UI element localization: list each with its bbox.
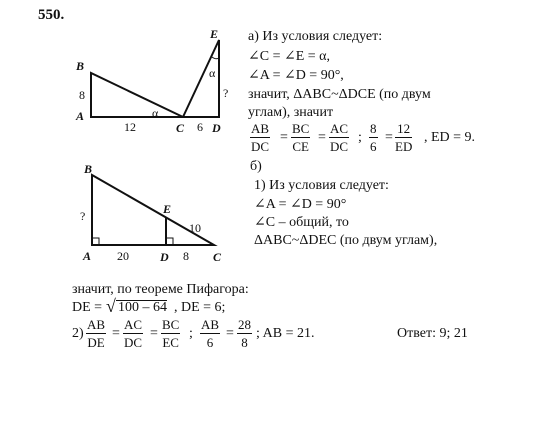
equals: =: [112, 326, 120, 341]
fig1-side-ab: 8: [79, 88, 85, 102]
part-b-line2: ∠A = ∠D = 90°: [254, 197, 347, 212]
step2-fraction-ab-6: [200, 318, 220, 349]
equals: =: [150, 326, 158, 341]
equals: =: [318, 130, 326, 145]
de-prefix: DE =: [72, 300, 103, 315]
fig2-label-a: A: [83, 249, 92, 263]
numerator: AC: [124, 317, 143, 332]
equals: =: [280, 130, 288, 145]
separator: ;: [358, 130, 362, 145]
fig1-label-c: C: [176, 121, 185, 135]
part-b-line4: ΔABC~ΔDEC (по двум углам),: [254, 233, 438, 248]
right-angle-mark-a: [92, 238, 99, 245]
part-a-result: , ED = 9.: [424, 130, 476, 145]
denominator: 6: [206, 335, 214, 350]
part-b-line3: ∠C – общий, то: [254, 215, 349, 230]
numerator: BC: [292, 121, 310, 136]
denominator: 6: [370, 139, 377, 154]
fig1-side-ac: 12: [124, 120, 136, 134]
fig2-side-ec: 10: [189, 221, 201, 235]
separator: ;: [189, 326, 193, 341]
numerator: AB: [251, 121, 270, 136]
numerator: AB: [87, 317, 106, 332]
angle-arc-e: [212, 57, 219, 59]
part-a-line5: углам), значит: [248, 105, 334, 120]
numerator: AC: [330, 121, 349, 136]
fig1-angle-e: α: [209, 66, 216, 80]
denominator: DE: [87, 335, 105, 350]
part-a-fraction-ac-dc: [329, 122, 349, 153]
sqrt-radicand: 100 – 64: [118, 300, 167, 315]
fig2-label-c: C: [213, 250, 222, 264]
part-a-fraction-8-6: [369, 122, 378, 153]
fig2-label-d: D: [160, 250, 169, 264]
denominator: EC: [162, 335, 179, 350]
sqrt-sign: √: [106, 296, 116, 316]
part-b-line1: 1) Из условия следует:: [254, 178, 389, 193]
fig2-side-ad: 20: [117, 249, 129, 263]
answer: Ответ: 9; 21: [397, 326, 468, 341]
step2-fraction-bc-ec: [161, 318, 180, 349]
equals: =: [385, 130, 393, 145]
denominator: ED: [395, 139, 413, 154]
right-angle-mark-d: [166, 238, 173, 245]
triangle-abc: [91, 73, 183, 120]
step2-fraction-ac-dc: [123, 318, 143, 349]
denominator: 8: [241, 335, 248, 350]
fig2-label-b: B: [84, 162, 93, 176]
numerator: 12: [395, 122, 412, 138]
part-b-line5: значит, по теореме Пифагора:: [72, 282, 249, 297]
denominator: DC: [251, 139, 270, 154]
part-a-line2: ∠C = ∠E = α,: [248, 49, 330, 64]
part-a-fraction-ab-dc: [250, 122, 270, 153]
fig1-label-e: E: [210, 27, 219, 41]
fig2-side-dc: 8: [183, 249, 189, 263]
step2-fraction-ab-de: [86, 318, 106, 349]
fig1-side-cd: 6: [197, 120, 203, 134]
part-a-fraction-12-ed: [395, 122, 412, 153]
fig1-label-b: B: [76, 59, 85, 73]
de-suffix: , DE = 6;: [174, 300, 226, 315]
ab-result: ; AB = 21.: [256, 326, 315, 341]
equals: =: [226, 326, 234, 341]
numerator: AB: [201, 317, 220, 332]
denominator: DC: [330, 139, 349, 154]
part-a-line3: ∠A = ∠D = 90°,: [248, 68, 344, 83]
part-a-line4: значит, ΔABC~ΔDCE (по двум: [248, 87, 431, 102]
numerator: 28: [238, 317, 251, 332]
denominator: DC: [124, 335, 143, 350]
part-a-line1: а) Из условия следует:: [248, 29, 383, 44]
denominator: CE: [292, 139, 309, 154]
part-a-fraction-bc-ce: [291, 122, 310, 153]
step2-prefix: 2): [72, 326, 84, 341]
step2-fraction-28-8: [237, 318, 252, 349]
problem-number: 550.: [38, 7, 65, 23]
part-b-label: б): [250, 159, 262, 174]
numerator: BC: [162, 317, 180, 332]
numerator: 8: [370, 121, 377, 136]
fig2-side-ab: ?: [80, 209, 86, 223]
fig2-label-e: E: [163, 202, 172, 216]
fig1-side-ed: ?: [223, 86, 229, 100]
fig1-label-a: A: [76, 109, 85, 123]
fig1-label-d: D: [212, 121, 221, 135]
fig1-angle-c: α: [152, 106, 159, 120]
